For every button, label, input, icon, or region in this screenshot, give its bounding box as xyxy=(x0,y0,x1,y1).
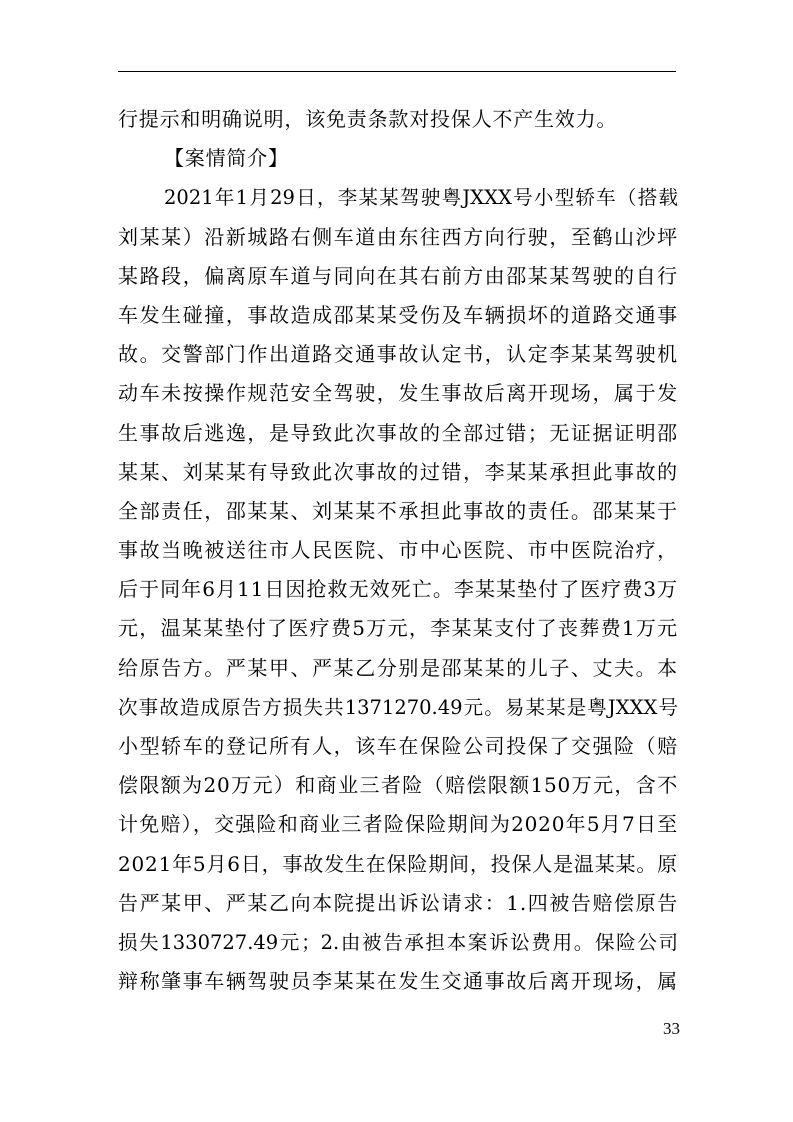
text-line: 偿限额为20万元）和商业三者险（赔偿限额150万元，含不 xyxy=(118,773,678,798)
text-line: 行提示和明确说明，该免责条款对投保人不产生效力。 xyxy=(118,107,618,131)
text-line: 生事故后逃逸，是导致此次事故的全部过错；无证据证明邵 xyxy=(118,420,678,445)
text-line: 次事故造成原告方损失共1371270.49元。易某某是粤JXXX号 xyxy=(118,695,678,719)
text-line: 后于同年6月11日因抢救无效死亡。李某某垫付了医疗费3万 xyxy=(118,577,678,602)
section-heading: 【案情简介】 xyxy=(164,146,289,171)
text-line: 元，温某某垫付了医疗费5万元，李某某支付了丧葬费1万元 xyxy=(118,616,678,641)
text-line: 全部责任，邵某某、刘某某不承担此事故的责任。邵某某于 xyxy=(118,498,678,523)
text-line: 告严某甲、严某乙向本院提出诉讼请求：1.四被告赔偿原告 xyxy=(118,890,678,915)
text-line: 刘某某）沿新城路右侧车道由东往西方向行驶，至鹤山沙坪 xyxy=(118,224,678,249)
text-line: 某某、刘某某有导致此次事故的过错，李某某承担此事故的 xyxy=(118,459,678,484)
text-line: 计免赔），交强险和商业三者险保险期间为2020年5月7日至 xyxy=(118,812,678,837)
text-line: 事故当晚被送往市人民医院、市中心医院、市中医院治疗， xyxy=(118,538,678,563)
text-line: 动车未按操作规范安全驾驶，发生事故后离开现场，属于发 xyxy=(118,381,678,406)
text-line: 辩称肇事车辆驾驶员李某某在发生交通事故后离开现场，属 xyxy=(118,969,678,994)
header-rule xyxy=(118,71,676,72)
text-line: 车发生碰撞，事故造成邵某某受伤及车辆损坏的道路交通事 xyxy=(118,302,678,327)
text-line: 故。交警部门作出道路交通事故认定书，认定李某某驾驶机 xyxy=(118,342,678,367)
text-line: 小型轿车的登记所有人，该车在保险公司投保了交强险（赔 xyxy=(118,734,678,758)
text-line: 2021年5月6日，事故发生在保险期间，投保人是温某某。原 xyxy=(118,851,678,876)
text-line: 损失1330727.49元；2.由被告承担本案诉讼费用。保险公司 xyxy=(118,930,678,954)
page-number: 33 xyxy=(663,1019,680,1038)
document-body xyxy=(118,100,678,1001)
text-line: 2021年1月29日，李某某驾驶粤JXXX号小型轿车（搭载 xyxy=(164,186,678,210)
text-line: 某路段，偏离原车道与同向在其右前方由邵某某驾驶的自行 xyxy=(118,263,678,288)
text-line: 给原告方。严某甲、严某乙分别是邵某某的儿子、丈夫。本 xyxy=(118,655,678,680)
